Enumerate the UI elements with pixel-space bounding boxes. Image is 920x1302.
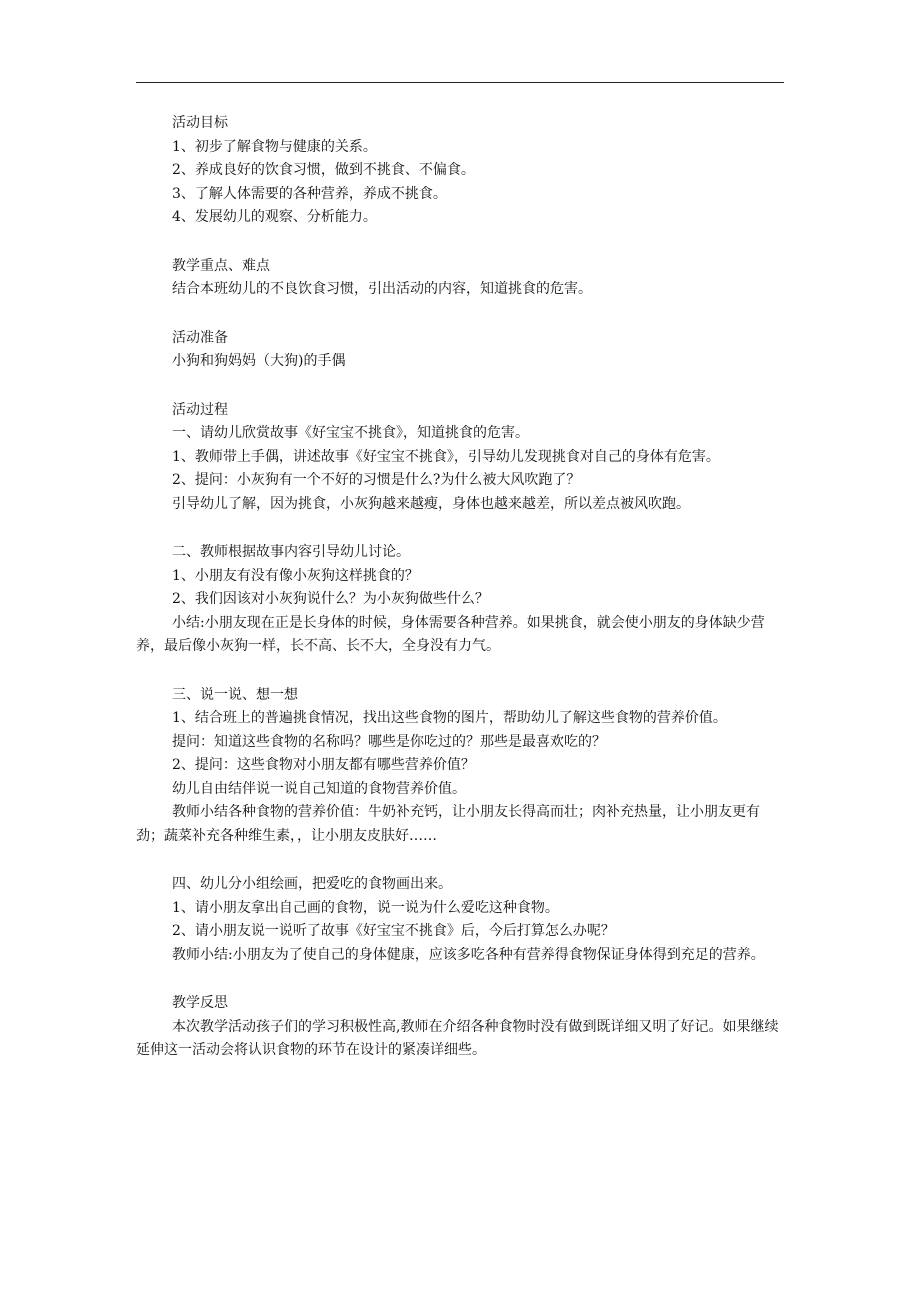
paragraph: 1、小朋友有没有像小灰狗这样挑食的？ (172, 567, 419, 584)
paragraph: 2、提问：这些食物对小朋友都有哪些营养价值？ (172, 757, 475, 773)
goal-item: 1、初步了解食物与健康的关系。 (172, 138, 377, 155)
paragraph: 1、教师带上手偶，讲述故事《好宝宝不挑食》，引导幼儿发现挑食对自己的身体有危害。 (172, 448, 720, 465)
goal-item: 3、了解人体需要的各种营养，养成不挑食。 (172, 185, 447, 202)
section-heading: 教学重点、难点 (172, 257, 270, 274)
section-heading: 活动准备 (172, 329, 228, 346)
section-preparation (172, 327, 784, 374)
reflection-paragraph: 本次教学活动孩子们的学习积极性高,教师在介绍各种食物时没有做到既详细又明了好记。如果继续延伸这一活动会将认识食物的环节在设计的紧凑详细些。 (136, 1018, 779, 1058)
section-heading: 活动过程 (172, 401, 228, 418)
page-header-rule (136, 82, 784, 83)
paragraph: 2、我们因该对小灰狗说什么？为小灰狗做些什么？ (172, 591, 489, 607)
paragraph: 2、请小朋友说一说听了故事《好宝宝不挑食》后，今后打算怎么办呢？ (172, 923, 615, 939)
paragraph: 2、提问：小灰狗有一个不好的习惯是什么?为什么被大风吹跑了？ (172, 472, 581, 488)
section-discussion (136, 541, 784, 659)
goal-item: 4、发展幼儿的观察、分析能力。 (172, 209, 377, 225)
paragraph: 提问：知道这些食物的名称吗？哪些是你吃过的？那些是最喜欢吃的？ (172, 733, 606, 750)
section-heading: 三、说一说、想一想 (172, 686, 298, 703)
section-drawing (172, 873, 784, 967)
section-heading: 活动目标 (172, 115, 228, 131)
paragraph: 一、请幼儿欣赏故事《好宝宝不挑食》，知道挑食的危害。 (172, 425, 529, 441)
section-heading: 四、幼儿分小组绘画，把爱吃的食物画出来。 (172, 876, 452, 892)
paragraph: 引导幼儿了解，因为挑食，小灰狗越来越瘦，身体也越来越差，所以差点被风吹跑。 (172, 495, 690, 512)
goal-item: 2、养成良好的饮食习惯，做到不挑食、不偏食。 (172, 162, 475, 178)
paragraph: 幼儿自由结伴说一说自己知道的食物营养价值。 (172, 780, 466, 797)
paragraph: 结合本班幼儿的不良饮食习惯，引出活动的内容，知道挑食的危害。 (172, 281, 592, 297)
summary-paragraph: 教师小结:小朋友为了使自己的身体健康，应该多吃各种有营养得食物保证身体得到充足的营养。 (172, 946, 765, 963)
section-process (172, 399, 784, 517)
section-reflection (136, 992, 784, 1063)
paragraph: 1、请小朋友拿出自己画的食物，说一说为什么爱吃这种食物。 (172, 899, 559, 916)
document-body (136, 112, 784, 1088)
summary-paragraph: 教师小结各种食物的营养价值：牛奶补充钙，让小朋友长得高而壮；肉补充热量，让小朋友更有劲；蔬菜补充各种维生素，，让小朋友皮肤好…… (136, 804, 760, 844)
section-goals (172, 112, 784, 230)
section-heading: 教学反思 (172, 995, 228, 1011)
summary-paragraph: 小结:小朋友现在正是长身体的时候，身体需要各种营养。如果挑食，就会使小朋友的身体缺少营养，最后像小灰狗一样，长不高、长不大，全身没有力气。 (136, 614, 765, 654)
section-heading: 二、教师根据故事内容引导幼儿讨论。 (172, 544, 410, 560)
section-talk-think (136, 684, 784, 849)
paragraph: 小狗和狗妈妈（大狗)的手偶 (172, 353, 346, 369)
paragraph: 1、结合班上的普遍挑食情况，找出这些食物的图片，帮助幼儿了解这些食物的营养价值。 (172, 710, 727, 726)
section-key-points (172, 255, 784, 302)
